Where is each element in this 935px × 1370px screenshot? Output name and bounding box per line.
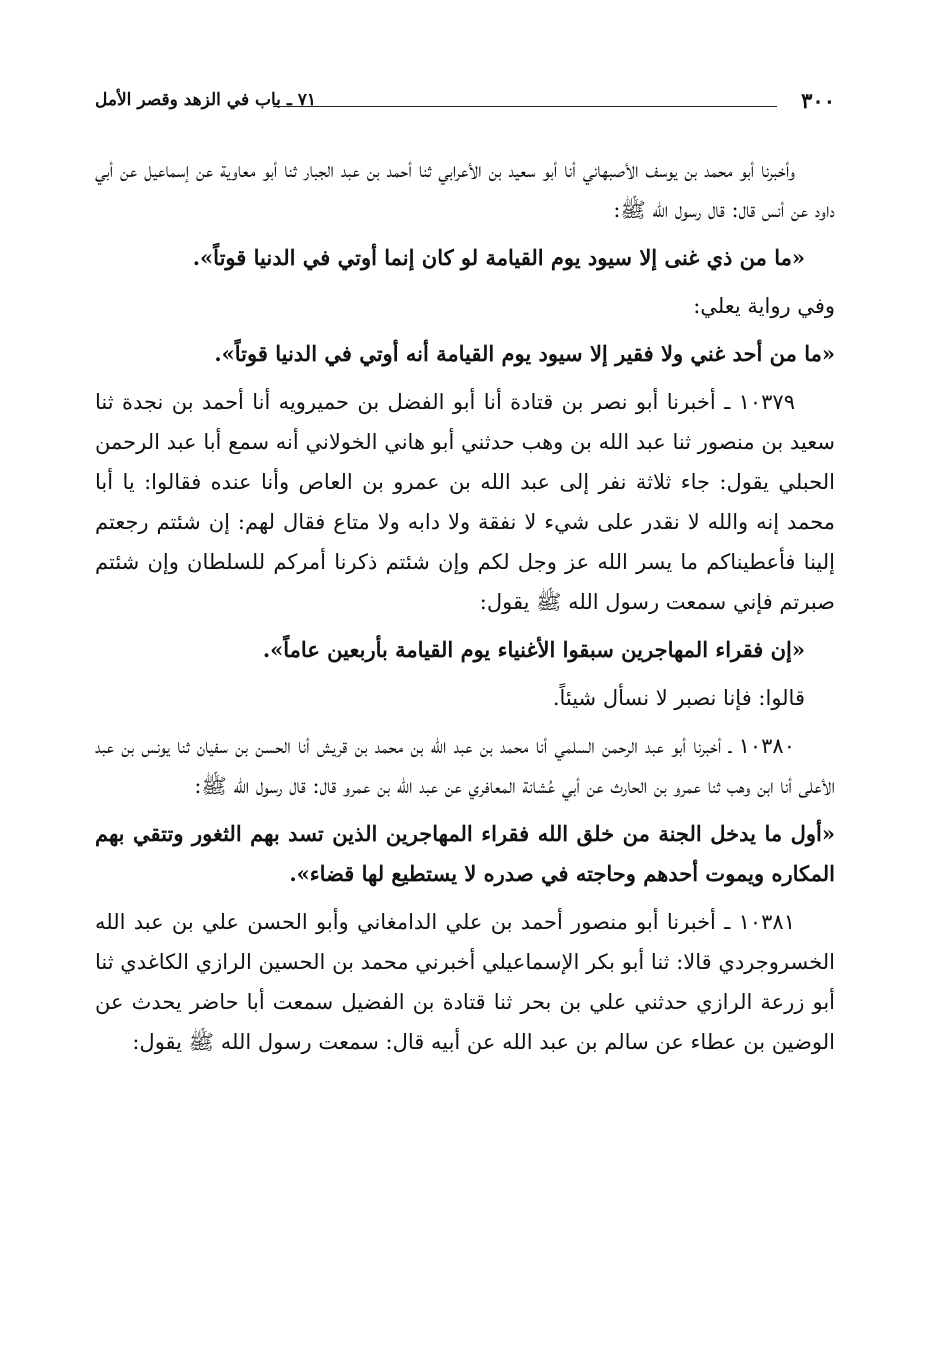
page-number: ٣٠٠ <box>801 88 835 113</box>
book-page <box>95 88 835 1070</box>
hadith-10381: ١٠٣٨١ ـ أخبرنا أبو منصور أحمد بن علي الدامغاني وأبو الحسن علي بن عبد الله الخسروجردي قالا: ثنا أبو بكر الإسماعيلي أخبرني محمد بن الحسين الرازي الكاغدي ثنا أبو زرعة الرازي حدثني علي بن بحر ثنا قتادة بن الفضيل سمعت أبا حاضر يحدث عن الوضين بن عطاء عن سالم بن عبد الله عن أبيه قال: سمعت رسول الله ﷺ يقول: <box>95 910 835 1054</box>
hadith-10380: ١٠٣٨٠ ـ أخبرنا أبو عبد الرحمن السلمي أنا محمد بن عبد الله بن محمد بن قريش أنا الحسن بن سفيان ثنا يونس بن عبد الأعلى أنا ابن وهب ثنا عمرو بن الحارث عن أبي عُشانة المعافري عن عبد الله بن عمرو قال: قال رسول الله ﷺ: <box>95 734 835 798</box>
header-rule <box>273 106 777 107</box>
isnad-paragraph: وأخبرنا أبو محمد بن يوسف الأصبهاني أنا أبو سعيد بن الأعرابي ثنا أحمد بن عبد الجبار ثنا أبو معاوية عن إسماعيل عن أبي داود عن أنس قال: قال رسول الله ﷺ: <box>95 158 835 222</box>
hadith-quote: «إن فقراء المهاجرين سبقوا الأغنياء يوم القيامة بأربعين عاماً». <box>262 637 805 662</box>
page-body <box>95 150 835 1062</box>
hadith-quote: «أول ما يدخل الجنة من خلق الله فقراء المهاجرين الذين تسد بهم الثغور وتتقي بهم المكاره ويموت أحدهم وحاجته في صدره لا يستطيع لها قضاء». <box>95 821 835 886</box>
narration-note: وفي رواية يعلي: <box>693 294 835 318</box>
narration-note: قالوا: فإنا نصبر لا نسأل شيئاً. <box>552 686 805 710</box>
hadith-quote: «ما من أحد غني ولا فقير إلا سيود يوم القيامة أنه أوتي في الدنيا قوتاً». <box>214 341 835 366</box>
page-header <box>95 88 835 122</box>
hadith-10379: ١٠٣٧٩ ـ أخبرنا أبو نصر بن قتادة أنا أبو الفضل بن حميرويه أنا أحمد بن نجدة ثنا سعيد بن منصور ثنا عبد الله بن وهب حدثني أبو هاني الخولاني أنه سمع أبا عبد الرحمن الحبلي يقول: جاء ثلاثة نفر إلى عبد الله بن عمرو بن العاص وأنا عنده فقالوا: يا أبا محمد إنه والله لا نقدر على شيء لا نفقة ولا دابه ولا متاع فقال لهم: إن شئتم رجعتم إلينا فأعطيناكم ما يسر الله عز وجل لكم وإن شئتم ذكرنا أمركم للسلطان وإن شئتم صبرتم فإني سمعت رسول الله ﷺ يقول: <box>95 390 835 614</box>
hadith-quote: «ما من ذي غنى إلا سيود يوم القيامة لو كان إنما أوتي في الدنيا قوتاً». <box>192 245 805 270</box>
running-title: ٧١ ـ باب في الزهد وقصر الأمل <box>95 90 316 110</box>
